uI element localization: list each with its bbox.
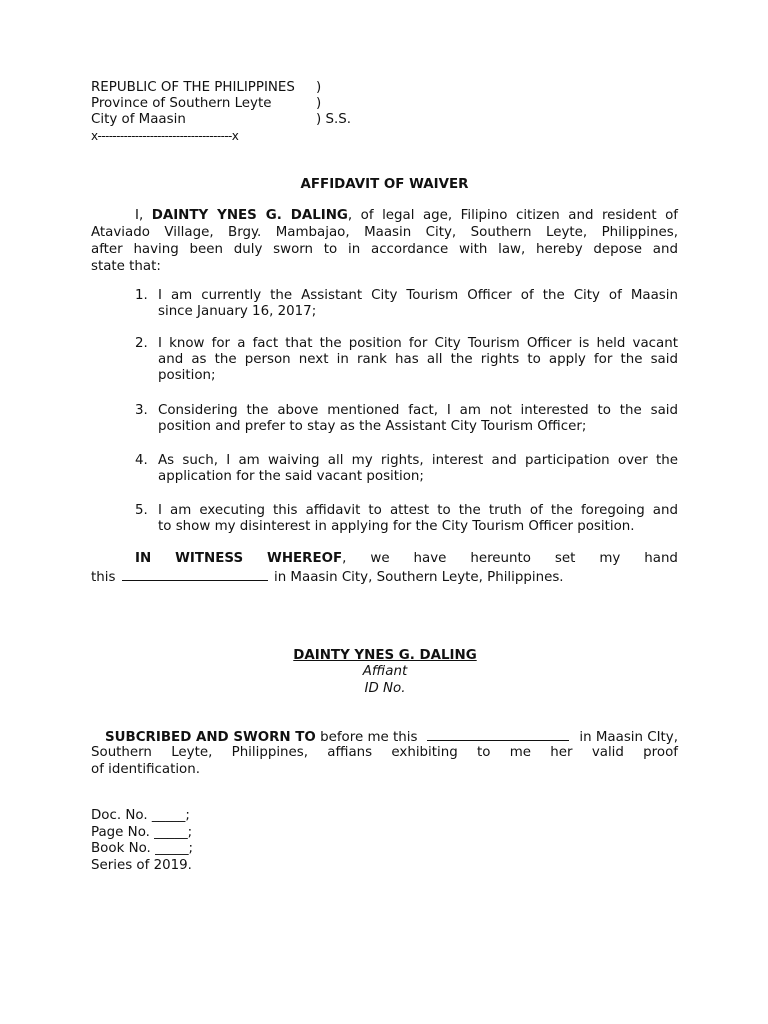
item-line: and as the person next in rank has all the rights to apply for the said xyxy=(158,352,678,367)
header-paren: ) xyxy=(316,80,322,95)
witness-word: hereunto xyxy=(470,551,531,566)
item-line: to show my disinterest in applying for the City Tourism Officer position. xyxy=(158,519,635,534)
affiant-name: DAINTY YNES G. DALING xyxy=(151,208,348,223)
header-country-line xyxy=(91,80,391,97)
item-line: position; xyxy=(158,368,216,383)
witness-word: have xyxy=(413,551,447,566)
book-number: Book No. _____; xyxy=(91,841,194,856)
series-year: Series of 2019. xyxy=(91,858,192,873)
header-divider: x------------------------------------x xyxy=(91,129,239,143)
witness-word: IN xyxy=(135,551,152,566)
item-line: As such, I am waiving all my rights, interest and participation over the xyxy=(158,453,678,468)
header-province-line xyxy=(91,96,391,113)
header-province: Province of Southern Leyte xyxy=(91,96,272,111)
jurat-line-1 xyxy=(105,728,678,747)
header-paren: ) xyxy=(316,96,322,111)
item-number: 4. xyxy=(135,453,148,468)
item-number: 1. xyxy=(135,288,148,303)
header-ss: ) S.S. xyxy=(316,112,351,127)
witness-whereof xyxy=(267,551,346,568)
intro-line-2: Ataviado Village, Brgy. Mambajao, Maasin City, Southern Leyte, Philippines, xyxy=(91,225,678,240)
item-line: I am executing this affidavit to attest to the truth of the foregoing and xyxy=(158,503,678,518)
intro-line-3: after having been duly sworn to in accordance with law, hereby depose and xyxy=(91,242,678,257)
signature-id: ID No. xyxy=(364,681,406,696)
item-number: 2. xyxy=(135,336,148,351)
witness-this: this xyxy=(91,570,116,585)
doc-number: Doc. No. _____; xyxy=(91,808,190,823)
witness-word: hand xyxy=(644,551,678,566)
header-city-line xyxy=(91,112,391,129)
jurat-line-2: Southern Leyte, Philippines, affians exhibiting to me her valid proof xyxy=(91,745,678,760)
item-line: I am currently the Assistant City Tourism Officer of the City of Maasin xyxy=(158,288,678,303)
jurat-line-3: of identification. xyxy=(91,762,200,777)
intro-rest: , of legal age, Filipino citizen and resident of xyxy=(347,208,678,223)
item-line: since January 16, 2017; xyxy=(158,304,317,319)
witness-place: in Maasin City, Southern Leyte, Philippines. xyxy=(273,570,564,585)
header-city: City of Maasin xyxy=(91,112,186,127)
signature-role: Affiant xyxy=(362,664,408,679)
jurat-bold: SUBCRIBED AND SWORN TO xyxy=(105,730,316,745)
item-line: Considering the above mentioned fact, I am not interested to the said xyxy=(158,403,678,418)
intro-line-4: state that: xyxy=(91,259,161,274)
item-number: 3. xyxy=(135,403,148,418)
jurat-place: in Maasin CIty, xyxy=(579,730,678,745)
intro-prefix: I, xyxy=(135,208,152,223)
header-country: REPUBLIC OF THE PHILIPPINES xyxy=(91,80,295,95)
date-blank-line[interactable] xyxy=(122,568,268,581)
document-title: AFFIDAVIT OF WAIVER xyxy=(300,177,469,192)
item-line: I know for a fact that the position for City Tourism Officer is held vacant xyxy=(158,336,678,351)
intro-line-1 xyxy=(135,208,678,225)
page-number: Page No. _____; xyxy=(91,825,193,840)
item-number: 5. xyxy=(135,503,148,518)
witness-line-1 xyxy=(135,551,678,568)
signature-name: DAINTY YNES G. DALING xyxy=(293,648,477,663)
witness-word: my xyxy=(599,551,621,566)
jurat-before: before me this xyxy=(320,730,418,745)
jurat-date-blank[interactable] xyxy=(427,728,569,741)
witness-line-2 xyxy=(91,568,564,587)
item-line: application for the said vacant position; xyxy=(158,469,424,484)
witness-word: set xyxy=(554,551,576,566)
witness-word: WHEREOF xyxy=(267,551,343,566)
item-line: position and prefer to stay as the Assistant City Tourism Officer; xyxy=(158,419,587,434)
witness-word: we xyxy=(370,551,390,566)
witness-comma: , xyxy=(342,551,347,566)
witness-word: WITNESS xyxy=(175,551,244,566)
